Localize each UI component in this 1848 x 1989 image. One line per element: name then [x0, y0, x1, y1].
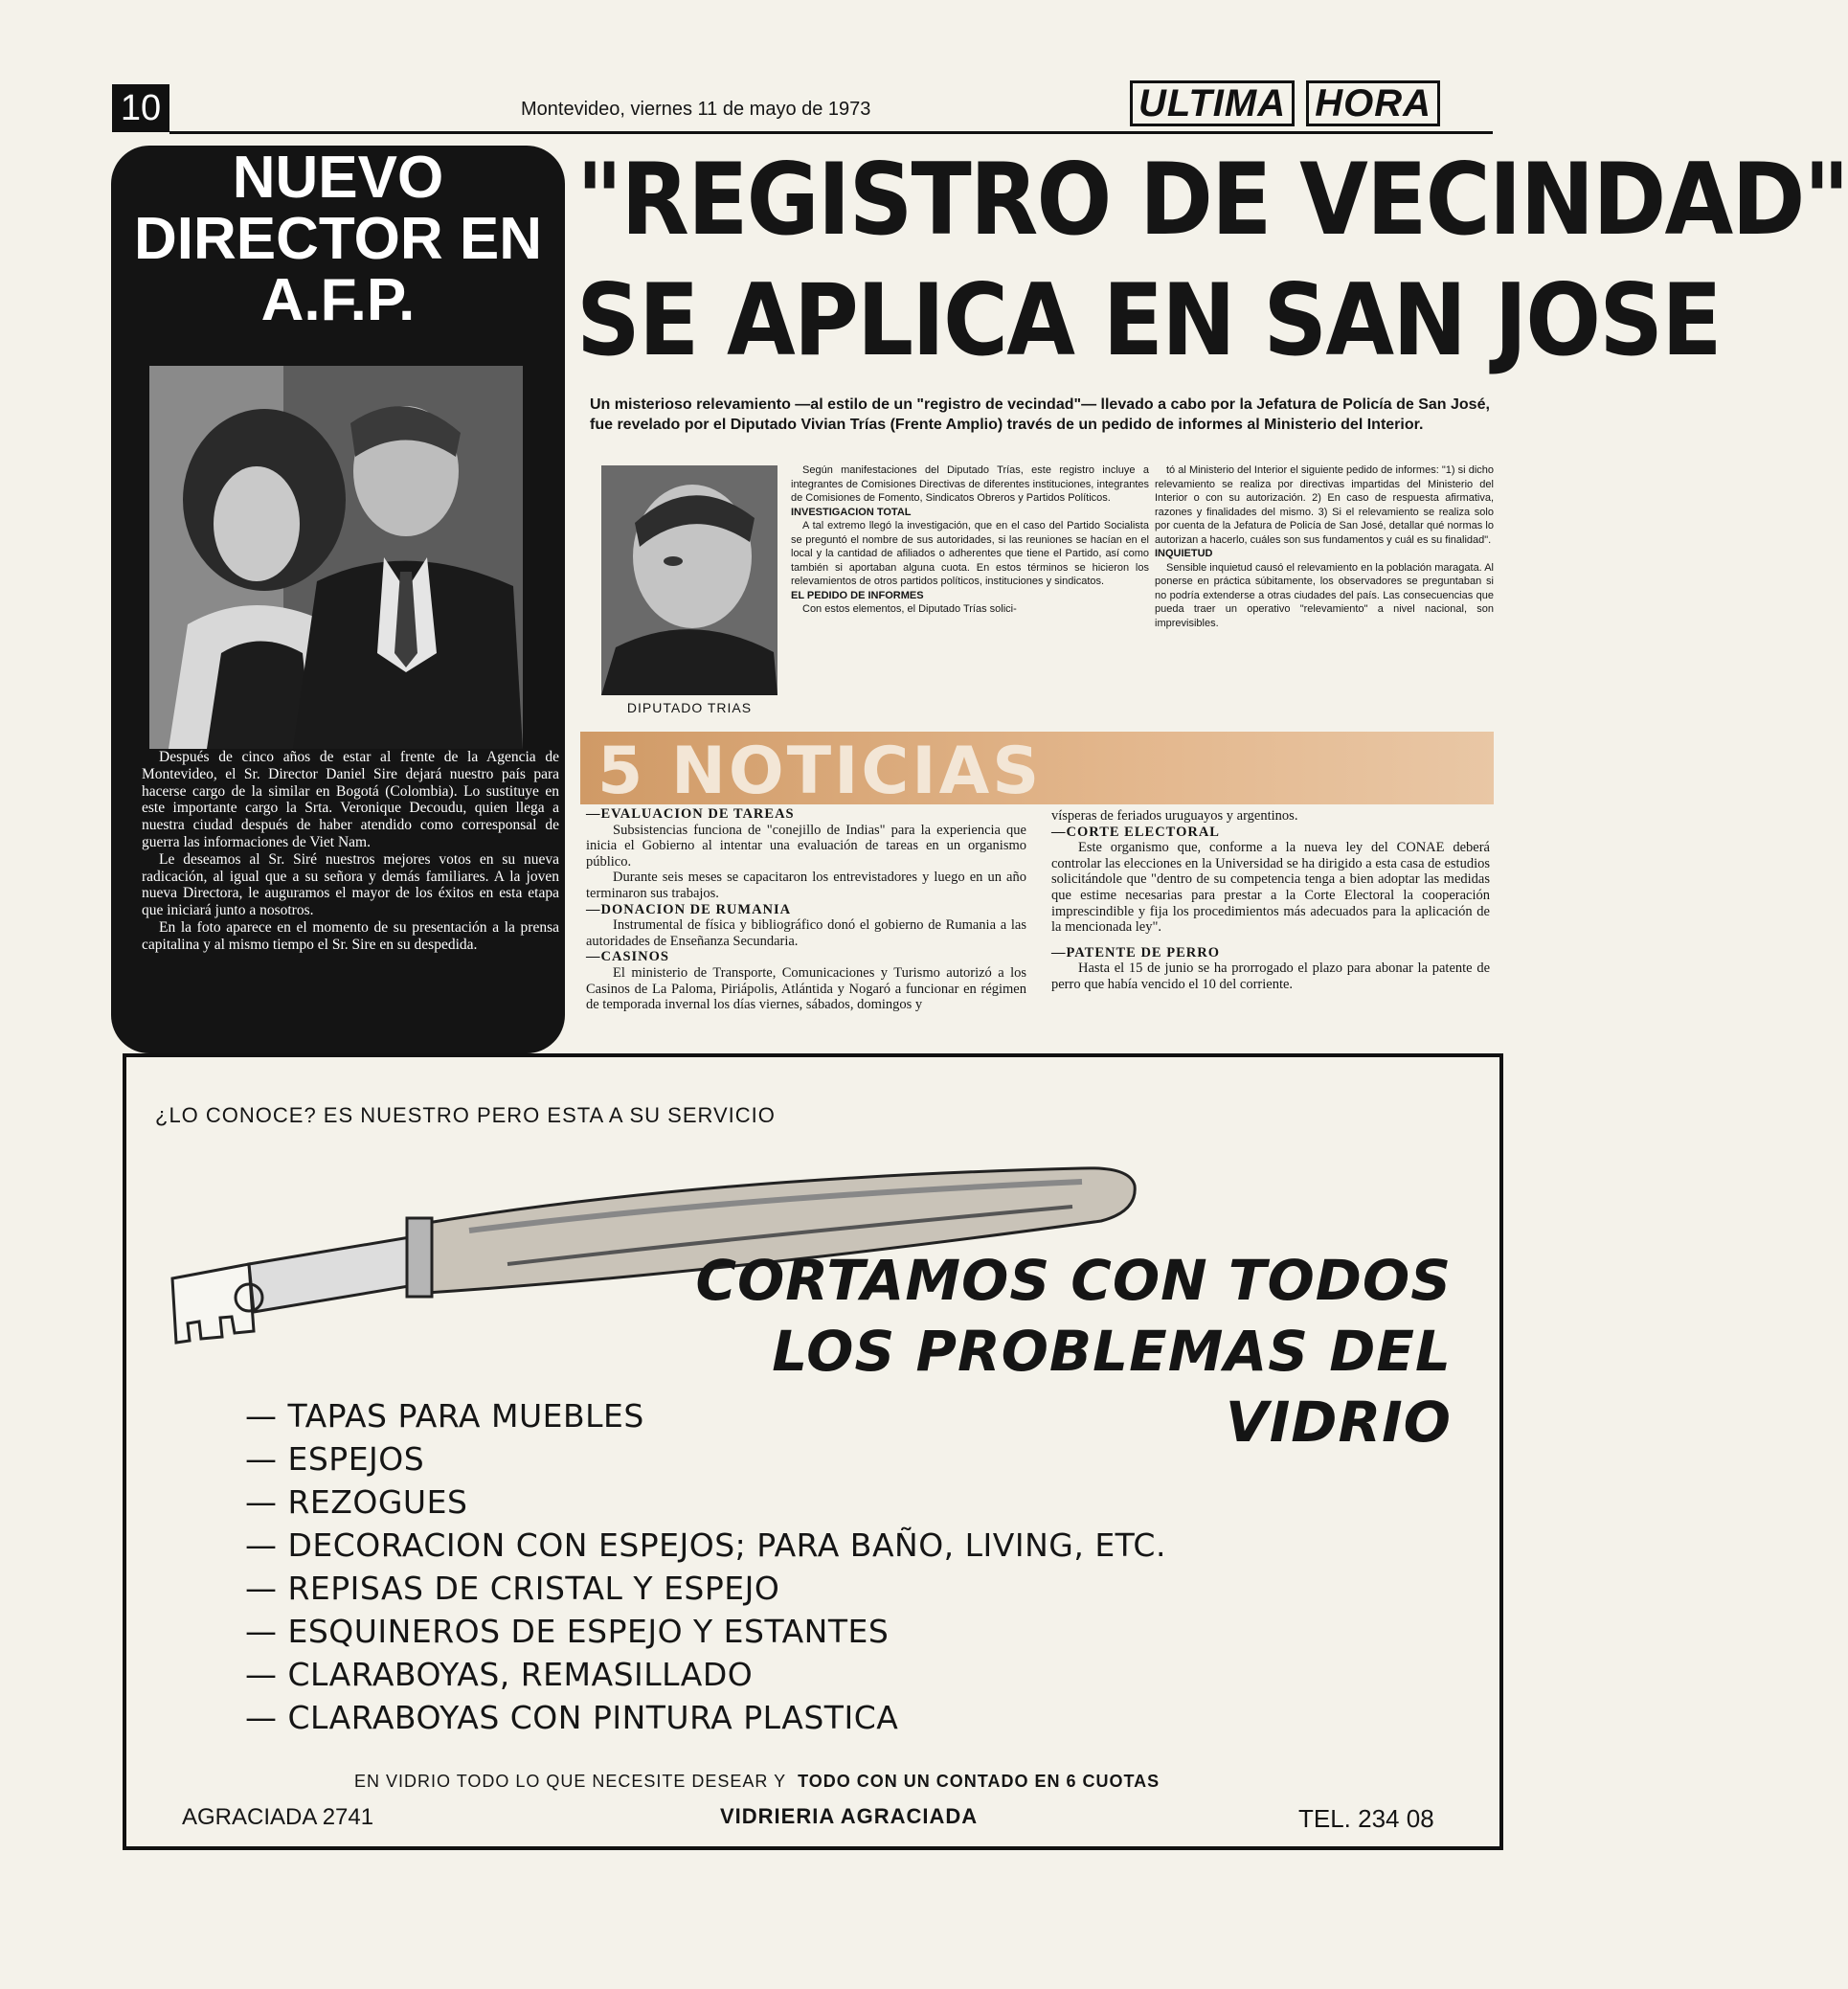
ad-title-line-2: LOS PROBLEMAS DEL VIDRIO	[772, 1319, 1452, 1455]
subhead-pedido: EL PEDIDO DE INFORMES	[791, 589, 924, 601]
news-paragraph: Hasta el 15 de junio se ha prorrogado el plazo para abonar la patente de perro que había vencido el 10 del corriente.	[1051, 961, 1490, 992]
main-headline	[576, 140, 1848, 381]
ad-business-name: VIDRIERIA AGRACIADA	[720, 1804, 979, 1828]
headline-line-1: "REGISTRO DE VECINDAD"	[576, 143, 1848, 258]
story-lead: Un misterioso relevamiento —al estilo de un "registro de vecindad"— llevado a cabo por la Jefatura de Policía de San José, fue revelado por el Diputado Vivian Trías (Frente Amplio) través de un pedido de informes al Ministerio del Interior.	[590, 396, 1490, 433]
afp-photo	[149, 366, 523, 749]
noticias-title: 5 NOTICIAS	[597, 734, 1043, 809]
story-paragraph: Según manifestaciones del Diputado Trías, este registro incluye a integrantes de Comisiones Directivas de diferentes instituciones, integrantes de Comisiones de Fomento, Sindicatos Obreros y Partidos Políticos.	[791, 464, 1149, 504]
list-item: — REPISAS DE CRISTAL Y ESPEJO	[245, 1567, 1166, 1610]
services-list	[245, 1394, 1166, 1739]
page-number: 10	[112, 84, 169, 132]
news-paragraph: Instrumental de física y bibliográfico donó el gobierno de Rumania a las autoridades de Enseñanza Secundaria.	[586, 917, 1026, 949]
afp-caption	[142, 749, 559, 954]
subhead-investigacion: INVESTIGACION TOTAL	[791, 506, 912, 518]
news-paragraph: vísperas de feriados uruguayos y argentinos.	[1051, 808, 1298, 824]
dateline: Montevideo, viernes 11 de mayo de 1973	[521, 99, 871, 120]
news-paragraph: Subsistencias funciona de "conejillo de Indias" para la experiencia que inicia el Gobierno al intentar una evaluación de tareas en un organismo público.	[586, 822, 1026, 870]
story-paragraph: Sensible inquietud causó el relevamiento en la población maragata. Al ponerse en práctica súbitamente, los observadores se preguntaban si no podría extenderse a otras ciudades del país. Las consecuencias que pueda traer un operativo "relevamiento" a nivel nacional, son imprevisibles.	[1155, 561, 1494, 629]
spacer	[1051, 936, 1490, 945]
list-item: — TAPAS PARA MUEBLES	[245, 1394, 1166, 1437]
story-column-2	[1155, 463, 1494, 630]
news-paragraph: Durante seis meses se capacitaron los entrevistadores y luego en un año terminaron sus trabajos.	[586, 870, 1026, 901]
noticias-column-1	[586, 806, 1026, 1013]
list-item: — REZOGUES	[245, 1480, 1166, 1524]
ad-footer	[354, 1772, 1160, 1792]
story-paragraph: tó al Ministerio del Interior el siguiente pedido de informes: "1) si dicho relevamiento se realiza por directivas impartidas del Ministerio del Interior o con su autorización. 2) En caso de respuesta afirmativa, razones y finalidades del mismo. 3) Si el relevamiento se realiza solo por cuenta de la Jefatura de Policía de San José, detallar qué normas lo autorizan a hacerlo, cuáles son sus fundamentos y cuál es su finalidad".	[1155, 464, 1494, 546]
ad-footer-offer: TODO CON UN CONTADO EN 6 CUOTAS	[798, 1772, 1161, 1791]
news-paragraph: Este organismo que, conforme a la nueva ley del CONAE deberá controlar las elecciones en la Universidad se ha dirigido a esta casa de estudios solicitándole que "dentro de su competencia tenga a bien adoptar las medidas que estime necesarias para prestar a la Corte Electoral la cooperación imprescindible y fija los procedimientos más adecuados para la aplicación de la mencionada ley".	[1051, 840, 1490, 936]
afp-caption-paragraph: Le deseamos al Sr. Siré nuestros mejores votos en su nueva radicación, al igual que a su señora y demás familiares. A la joven nueva Directora, le auguramos el mayor de los éxitos en esta etapa que iniciará junto a nosotros.	[142, 850, 559, 919]
list-item: — DECORACION CON ESPEJOS; PARA BAÑO, LIVING, ETC.	[245, 1524, 1166, 1567]
list-item: — ESPEJOS	[245, 1437, 1166, 1480]
afp-caption-paragraph: En la foto aparece en el momento de su presentación a la prensa capitalina y al mismo tiempo el Sr. Sire en su despedida.	[142, 918, 559, 953]
news-heading: —CORTE ELECTORAL	[1051, 824, 1220, 840]
ad-question: ¿LO CONOCE? ES NUESTRO PERO ESTA A SU SERVICIO	[155, 1103, 776, 1127]
story-paragraph: Con estos elementos, el Diputado Trías solici-	[802, 603, 1017, 615]
story-column-1	[791, 463, 1149, 617]
story-paragraph: A tal extremo llegó la investigación, que en el caso del Partido Socialista se preguntó el nombre de sus autoridades, si las reuniones se hacían en el local y la cantidad de afiliados o adherentes que tiene el Partido, así como también si aportaban alguna cuota. En estos términos se hicieron los relevamientos de otros partidos políticos, instituciones y sindicatos.	[791, 520, 1149, 587]
trias-photo	[601, 465, 778, 695]
ad-footer-text: EN VIDRIO TODO LO QUE NECESITE DESEAR Y	[354, 1772, 787, 1791]
afp-caption-paragraph: Después de cinco años de estar al frente de la Agencia de Montevideo, el Sr. Director Daniel Sire dejará nuestro país para hacerse cargo de la similar en Bogotá (Colombia). Lo sustituye en este importante cargo la Srta. Veronique Decoudu, quien llega a nuestra ciudad después de haber atendido como corresponsal de guerra las informaciones de Viet Nam.	[142, 749, 559, 850]
photo-couple-icon	[149, 366, 523, 749]
news-paragraph: El ministerio de Transporte, Comunicaciones y Turismo autorizó a los Casinos de La Paloma, Piriápolis, Atlántida y Nogaró a funcionar en régimen de temporada invernal los días viernes, sábados, domingos y	[586, 964, 1026, 1013]
ad-address: AGRACIADA 2741	[182, 1804, 374, 1830]
news-heading: —CASINOS	[586, 949, 669, 965]
list-item: — CLARABOYAS, REMASILLADO	[245, 1653, 1166, 1696]
subhead-inquietud: INQUIETUD	[1155, 548, 1213, 559]
list-item: — CLARABOYAS CON PINTURA PLASTICA	[245, 1696, 1166, 1739]
ad-telephone: TEL. 234 08	[1298, 1804, 1434, 1833]
afp-title: NUEVO DIRECTOR EN A.F.P.	[133, 145, 542, 333]
ad-title-line-1: CORTAMOS CON TODOS	[695, 1248, 1452, 1313]
headline-line-2: SE APLICA EN SAN JOSE	[576, 263, 1721, 378]
photo-caption: DIPUTADO TRIAS	[626, 700, 753, 715]
noticias-column-2	[1051, 808, 1490, 993]
masthead-hora: HORA	[1306, 80, 1440, 126]
news-heading: —PATENTE DE PERRO	[1051, 944, 1220, 961]
news-heading: —DONACION DE RUMANIA	[586, 901, 792, 917]
masthead-logo	[1130, 80, 1494, 130]
top-rule	[169, 131, 1493, 134]
masthead-ultima: ULTIMA	[1130, 80, 1295, 126]
list-item: — ESQUINEROS DE ESPEJO Y ESTANTES	[245, 1610, 1166, 1653]
news-heading: —EVALUACION DE TAREAS	[586, 806, 795, 822]
portrait-icon	[601, 465, 778, 695]
